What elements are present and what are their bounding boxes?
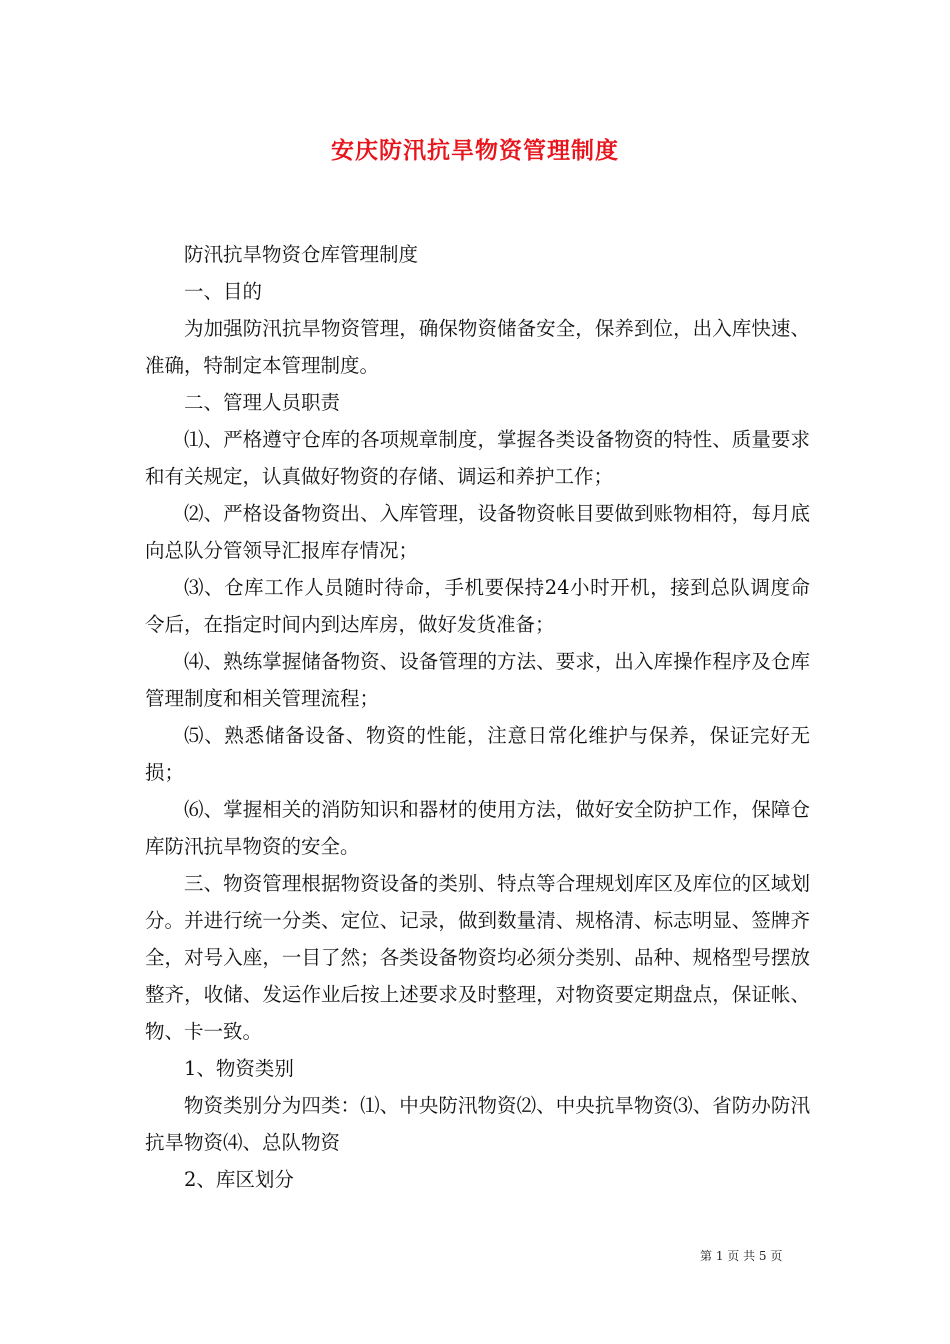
document-body bbox=[145, 236, 810, 1198]
paragraph-heading-categories: 1、物资类别 bbox=[184, 1057, 294, 1080]
paragraph-heading-duties: 二、管理人员职责 bbox=[184, 391, 341, 414]
paragraph-duty-5: ⑸、熟悉储备设备、物资的性能，注意日常化维护与保养，保证完好无损； bbox=[145, 724, 810, 784]
paragraph-duty-2: ⑵、严格设备物资出、入库管理，设备物资帐目要做到账物相符，每月底向总队分管领导汇报库存情况； bbox=[145, 502, 810, 562]
paragraph-duty-6: ⑹、掌握相关的消防知识和器材的使用方法，做好安全防护工作，保障仓库防汛抗旱物资的安全。 bbox=[145, 798, 810, 858]
paragraph-purpose: 为加强防汛抗旱物资管理，确保物资储备安全，保养到位，出入库快速、准确，特制定本管理制度。 bbox=[145, 317, 810, 377]
paragraph-heading-zones: 2、库区划分 bbox=[184, 1168, 294, 1191]
paragraph-subtitle: 防汛抗旱物资仓库管理制度 bbox=[184, 243, 419, 266]
document-title: 安庆防汛抗旱物资管理制度 bbox=[331, 137, 619, 164]
paragraph-duty-3: ⑶、仓库工作人员随时待命，手机要保持24小时开机，接到总队调度命令后，在指定时间内到达库房，做好发货准备； bbox=[145, 576, 810, 636]
paragraph-categories: 物资类别分为四类：⑴、中央防汛物资⑵、中央抗旱物资⑶、省防办防汛抗旱物资⑷、总队物资 bbox=[145, 1094, 810, 1154]
paragraph-material-management: 三、物资管理根据物资设备的类别、特点等合理规划库区及库位的区域划分。并进行统一分类、定位、记录，做到数量清、规格清、标志明显、签牌齐全，对号入座，一目了然；各类设备物资均必须分类别、品种、规格型号摆放整齐，收储、发运作业后按上述要求及时整理，对物资要定期盘点，保证帐、物、卡一致。 bbox=[145, 872, 810, 1043]
paragraph-duty-1: ⑴、严格遵守仓库的各项规章制度，掌握各类设备物资的特性、质量要求和有关规定，认真做好物资的存储、调运和养护工作； bbox=[145, 428, 810, 488]
paragraph-duty-4: ⑷、熟练掌握储备物资、设备管理的方法、要求，出入库操作程序及仓库管理制度和相关管理流程； bbox=[145, 650, 810, 710]
page-number: 第 1 页 共 5 页 bbox=[700, 1249, 783, 1263]
paragraph-heading-purpose: 一、目的 bbox=[184, 280, 263, 303]
